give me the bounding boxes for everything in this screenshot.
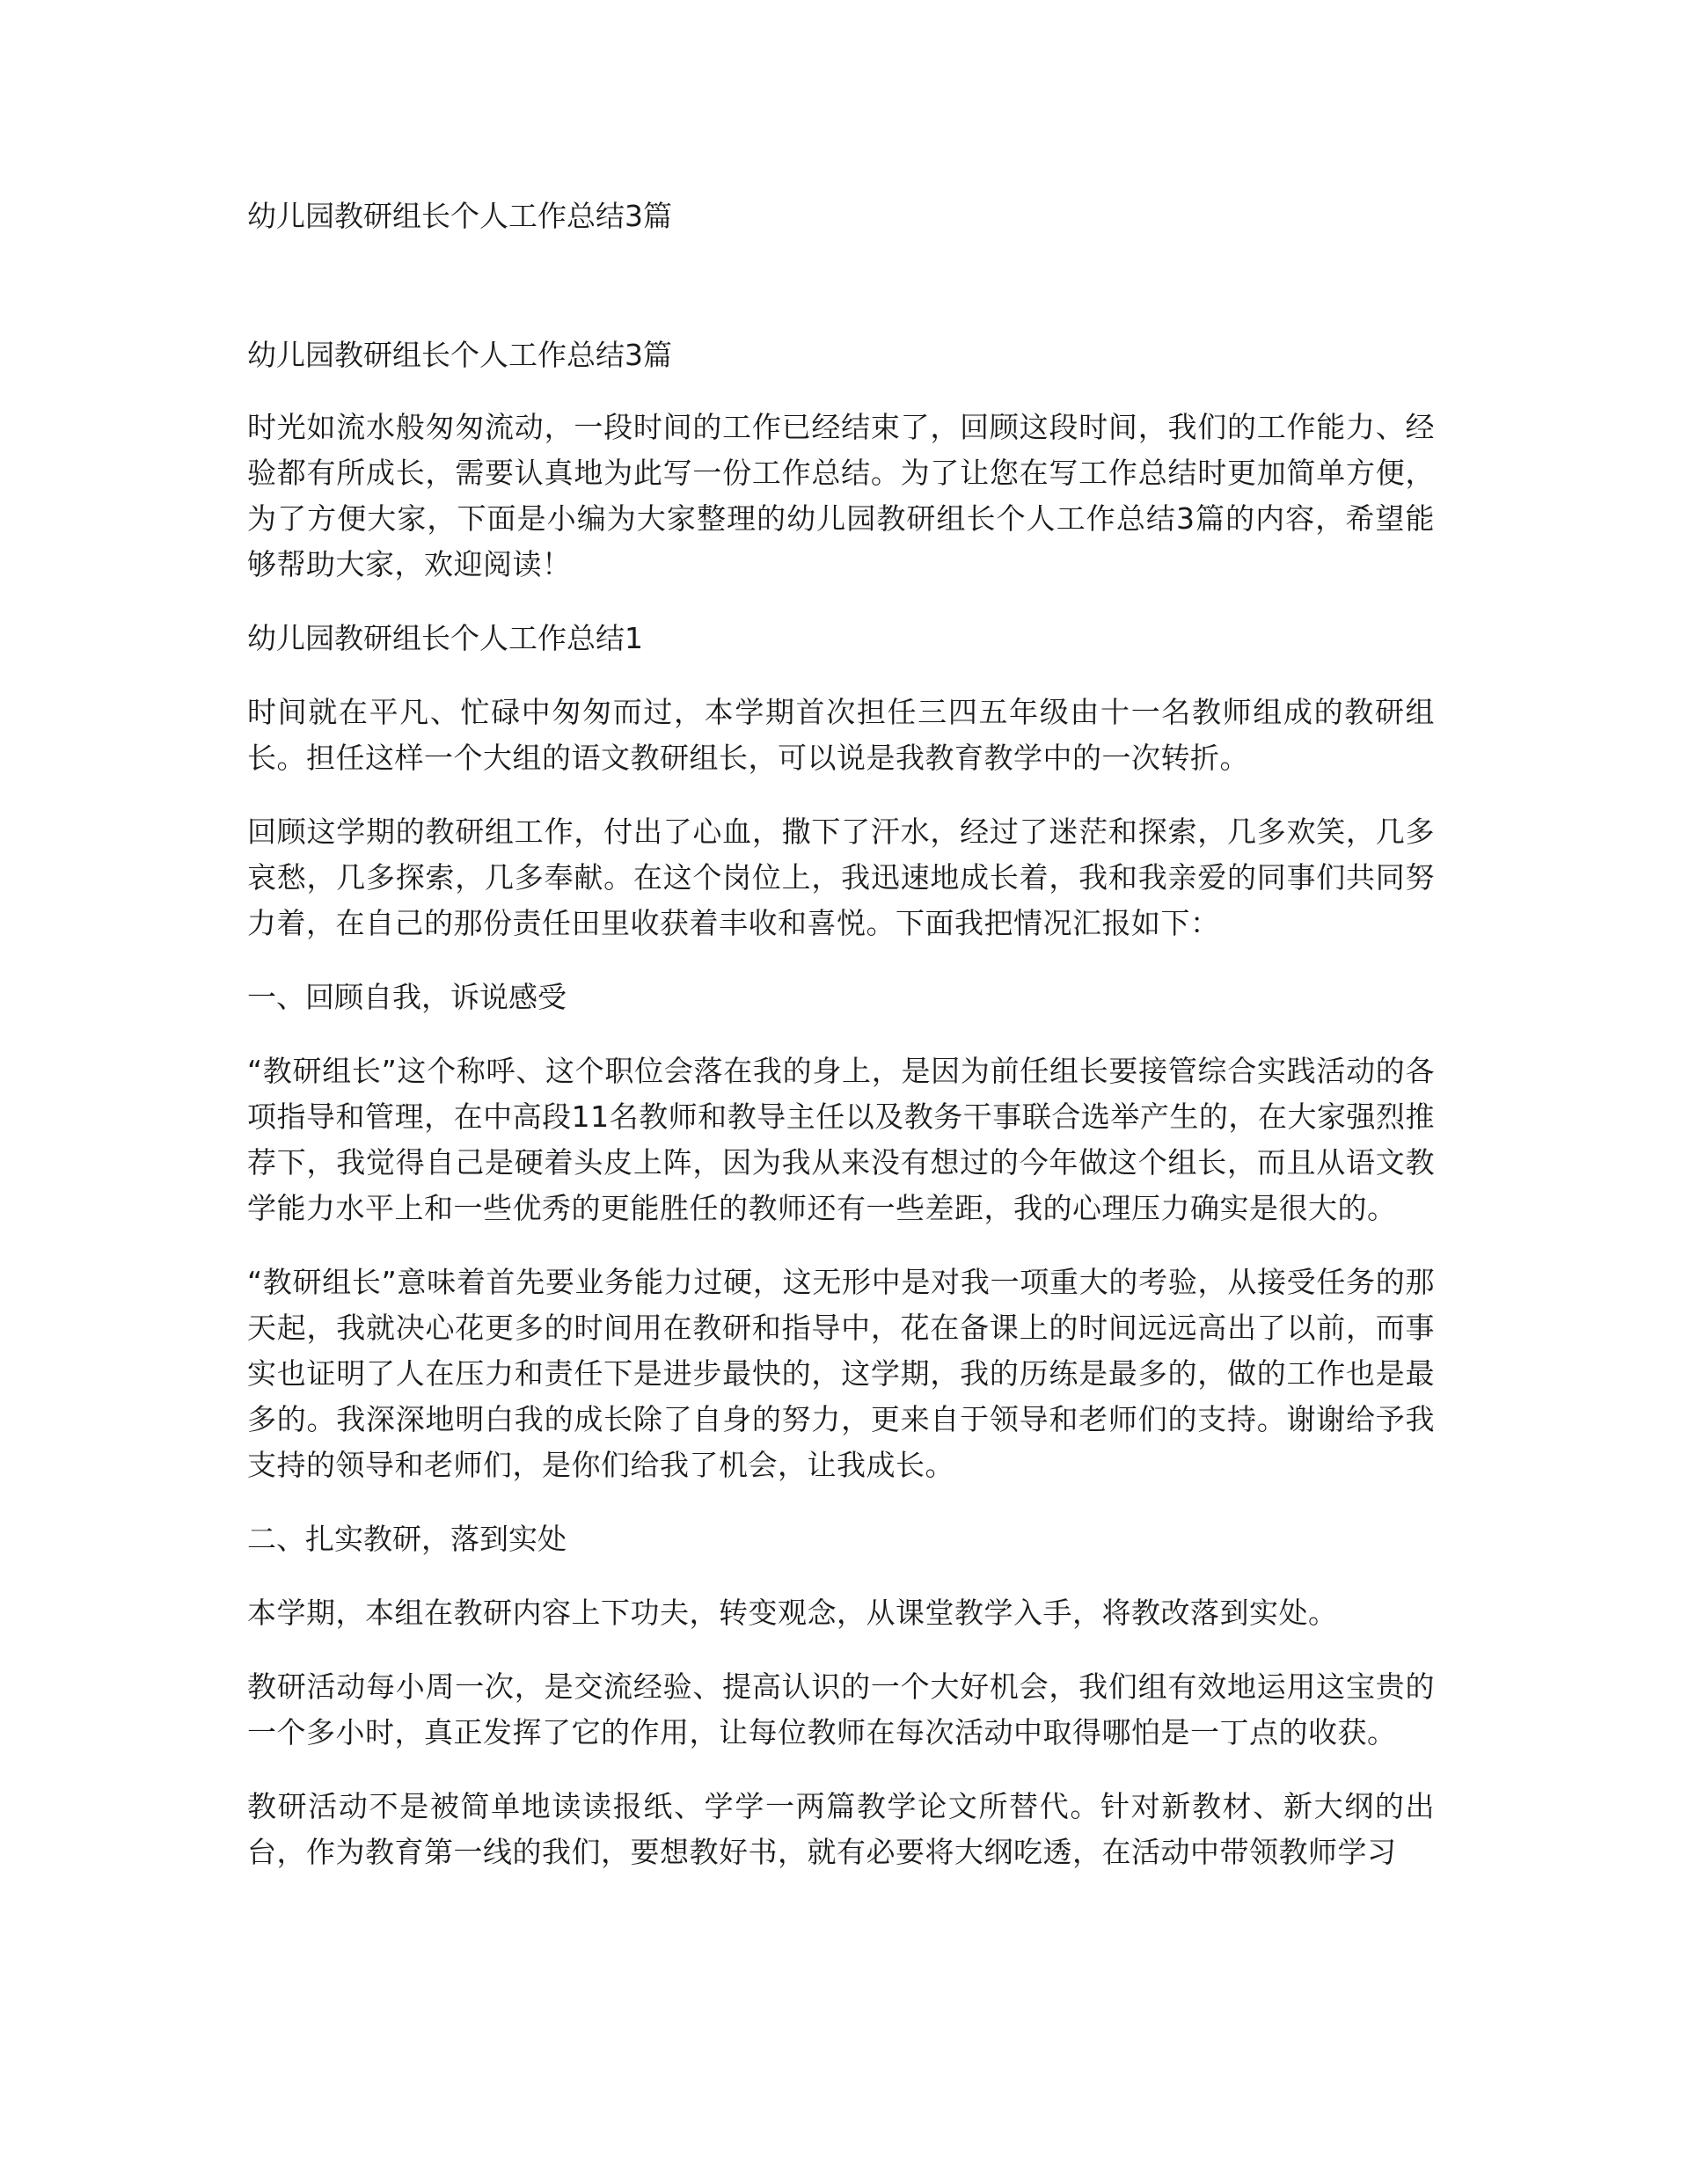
paragraph-7: 教研活动不是被简单地读读报纸、学学一两篇教学论文所替代。针对新教材、新大纲的出台，作为教育第一线的我们，要想教好书，就有必要将大纲吃透，在活动中带领教师学习 <box>247 1789 1435 1869</box>
document-title: 幼儿园教研组长个人工作总结3篇 <box>247 199 672 233</box>
heading-solid-research: 二、扎实教研，落到实处 <box>247 1522 567 1556</box>
document-subtitle: 幼儿园教研组长个人工作总结3篇 <box>247 338 672 372</box>
paragraph-1: 时间就在平凡、忙碌中匆匆而过，本学期首次担任三四五年级由十一名教师组成的教研组长。担任这样一个大组的语文教研组长，可以说是我教育教学中的一次转折。 <box>247 695 1435 775</box>
paragraph-4: “教研组长”意味着首先要业务能力过硬，这无形中是对我一项重大的考验，从接受任务的那天起，我就决心花更多的时间用在教研和指导中，花在备课上的时间远远高出了以前，而事实也证明了人在压力和责任下是进步最快的，这学期，我的历练是最多的，做的工作也是最多的。我深深地明白我的成长除了自身的努力，更来自于领导和老师们的支持。谢谢给予我支持的领导和老师们，是你们给我了机会，让我成长。 <box>247 1265 1435 1482</box>
document-content <box>247 194 1435 1875</box>
paragraph-3: “教研组长”这个称呼、这个职位会落在我的身上，是因为前任组长要接管综合实践活动的各项指导和管理，在中高段11名教师和教导主任以及教务干事联合选举产生的，在大家强烈推荐下，我觉得自己是硬着头皮上阵，因为我从来没有想过的今年做这个组长，而且从语文教学能力水平上和一些优秀的更能胜任的教师还有一些差距，我的心理压力确实是很大的。 <box>247 1054 1435 1225</box>
paragraph-6: 教研活动每小周一次，是交流经验、提高认识的一个大好机会，我们组有效地运用这宝贵的一个多小时，真正发挥了它的作用，让每位教师在每次活动中取得哪怕是一丁点的收获。 <box>247 1669 1435 1749</box>
paragraph-5: 本学期，本组在教研内容上下功夫，转变观念，从课堂教学入手，将教改落到实处。 <box>247 1596 1338 1630</box>
heading-review-self: 一、回顾自我，诉说感受 <box>247 980 567 1014</box>
section-1-title: 幼儿园教研组长个人工作总结1 <box>247 621 643 655</box>
paragraph-2: 回顾这学期的教研组工作，付出了心血，撒下了汗水，经过了迷茫和探索，几多欢笑，几多哀愁，几多探索，几多奉献。在这个岗位上，我迅速地成长着，我和我亲爱的同事们共同努力着，在自己的那份责任田里收获着丰收和喜悦。下面我把情况汇报如下： <box>247 814 1435 940</box>
intro-paragraph: 时光如流水般匆匆流动，一段时间的工作已经结束了，回顾这段时间，我们的工作能力、经验都有所成长，需要认真地为此写一份工作总结。为了让您在写工作总结时更加简单方便，为了方便大家，下面是小编为大家整理的幼儿园教研组长个人工作总结3篇的内容，希望能够帮助大家，欢迎阅读！ <box>247 410 1435 581</box>
